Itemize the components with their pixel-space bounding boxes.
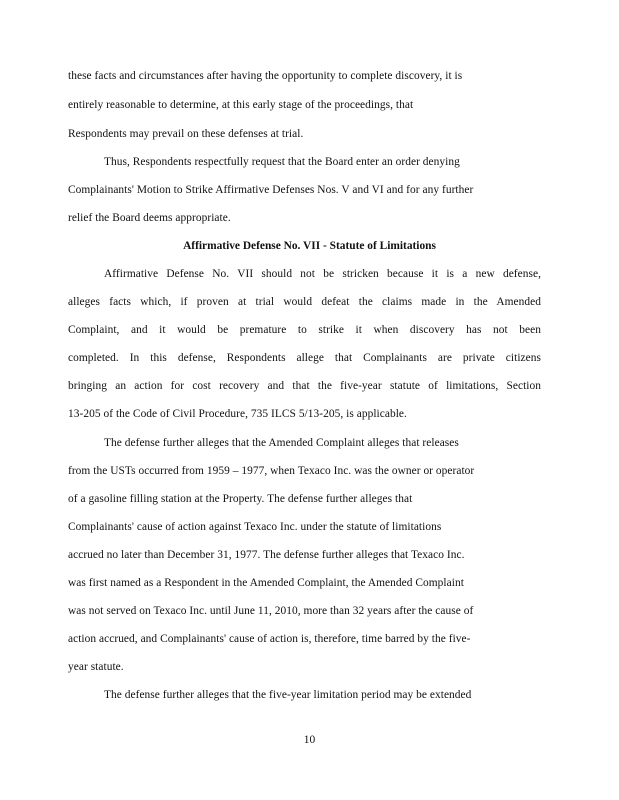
paragraph-2-line-3: relief the Board deems appropriate.: [68, 212, 231, 224]
paragraph-3-line-2: alleges facts which, if proven at trial would defeat the claims made in the Amended: [68, 296, 541, 308]
paragraph-2-line-2: Complainants' Motion to Strike Affirmative Defenses Nos. V and VI and for any further: [68, 184, 474, 196]
section-heading: Affirmative Defense No. VII - Statute of Limitations: [183, 240, 436, 252]
paragraph-4-line-4: Complainants' cause of action against Texaco Inc. under the statute of limitations: [68, 521, 442, 533]
paragraph-3-line-5: bringing an action for cost recovery and that the five-year statute of limitations, Section: [68, 380, 541, 392]
paragraph-4-line-1: The defense further alleges that the Amended Complaint alleges that releases: [104, 437, 459, 449]
paragraph-4-line-3: of a gasoline filling station at the Property. The defense further alleges that: [68, 493, 413, 505]
paragraph-4-line-5: accrued no later than December 31, 1977. The defense further alleges that Texaco Inc.: [68, 549, 465, 561]
paragraph-5-line-1: The defense further alleges that the five-year limitation period may be extended: [104, 689, 472, 701]
paragraph-3-line-4: completed. In this defense, Respondents allege that Complainants are private citizens: [68, 352, 541, 364]
paragraph-3-line-3: Complaint, and it would be premature to strike it when discovery has not been: [68, 324, 541, 336]
paragraph-3-line-6: 13-205 of the Code of Civil Procedure, 735 ILCS 5/13-205, is applicable.: [68, 408, 407, 420]
paragraph-3-line-1: Affirmative Defense No. VII should not be stricken because it is a new defense,: [104, 268, 541, 280]
paragraph-1-line-3: Respondents may prevail on these defenses at trial.: [68, 128, 304, 140]
paragraph-1-line-1: these facts and circumstances after having the opportunity to complete discovery, it is: [68, 70, 463, 82]
page-number: 10: [303, 734, 316, 746]
paragraph-4-line-6: was first named as a Respondent in the Amended Complaint, the Amended Complaint: [68, 577, 464, 589]
paragraph-4-line-2: from the USTs occurred from 1959 – 1977, when Texaco Inc. was the owner or operator: [68, 465, 475, 477]
paragraph-4-line-8: action accrued, and Complainants' cause of action is, therefore, time barred by the five-: [68, 633, 471, 645]
paragraph-4-line-9: year statute.: [68, 661, 124, 673]
paragraph-2-line-1: Thus, Respondents respectfully request that the Board enter an order denying: [104, 156, 460, 168]
paragraph-4-line-7: was not served on Texaco Inc. until June 11, 2010, more than 32 years after the cause of: [68, 605, 474, 617]
paragraph-1-line-2: entirely reasonable to determine, at this early stage of the proceedings, that: [68, 99, 414, 111]
